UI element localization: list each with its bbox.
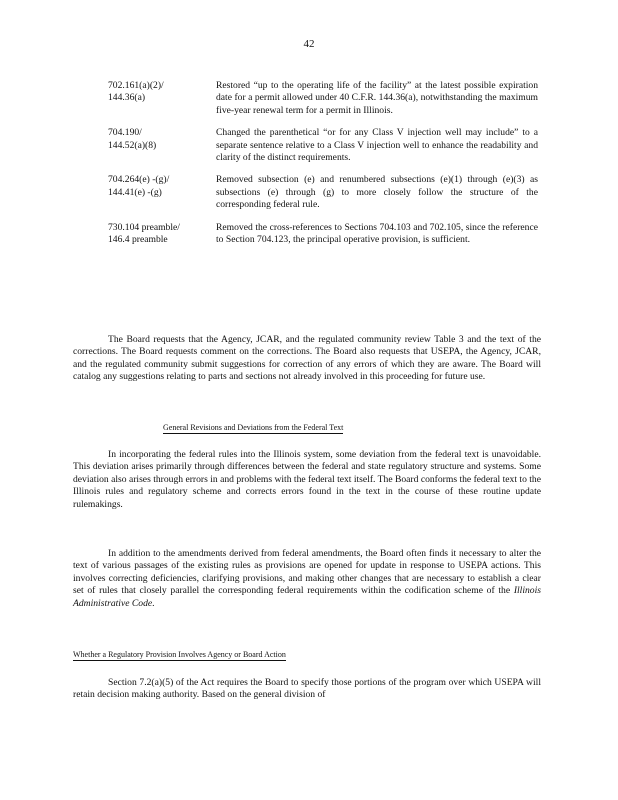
paragraph-end: . <box>152 597 155 609</box>
section-paragraph <box>73 677 541 702</box>
section-citation: 730.104 preamble/ 146.4 preamble <box>108 221 180 246</box>
review-request-paragraph <box>73 334 541 384</box>
paragraph-main-text: In addition to the amendments derived from federal amendments, the Board often finds it necessary to alter the text of various passages of the existing rules as provisions are opened for update in response to USEPA actions. This involves correcting deficiencies, clarifying provisions, and making other changes that are necessary to establish a clear set of rules that closely parallel the corresponding federal requirements within the codification scheme of the <box>73 548 541 597</box>
table-row <box>108 127 538 164</box>
section-citation: 702.161(a)(2)/ 144.36(a) <box>108 80 164 104</box>
paragraph-text: The Board requests that the Agency, JCAR, and the regulated community review Table 3 and the text of the corrections. The Board requests comment on the corrections. The Board also requests that USEPA, the Agency, JCAR, and the regulated community submit suggestions for correction of any errors of which they are aware. The Board will catalog any suggestions relating to parts and sections not already involved in this proceeding for future use. <box>73 334 541 383</box>
section-citation: 704.190/ 144.52(a)(8) <box>108 127 157 151</box>
paragraph-text <box>73 548 541 610</box>
table-row <box>108 80 538 117</box>
paragraph-text: Section 7.2(a)(5) of the Act requires the Board to specify those portions of the program over which USEPA will retain decision making authority. Based on the general division of <box>73 677 541 701</box>
correction-description: Removed subsection (e) and renumbered subsections (e)(1) through (e)(3) as subsections (e) through (g) to more closely follow the structure of the corresponding federal rule. <box>216 174 538 211</box>
addition-paragraph <box>73 548 541 610</box>
correction-description: Restored “up to the operating life of the facility” at the latest possible expiration date for a permit allowed under 40 C.F.R. 144.36(a), notwithstanding the maximum five-year renewal term for a permit in Illinois. <box>216 80 538 116</box>
table-row <box>108 174 538 211</box>
table-row <box>108 222 538 247</box>
incorporating-paragraph <box>73 449 541 511</box>
paragraph-text: In incorporating the federal rules into the Illinois system, some deviation from the federal text is unavoidable. This deviation arises primarily through differences between the federal and state regulatory structure and systems. Some deviation also arises through errors in and problems with the federal text itself. The Board conforms the federal text to the Illinois rules and regulatory scheme and corrects errors found in the text in the course of these routine update rulemakings. <box>73 449 541 510</box>
section-heading-general-revisions: General Revisions and Deviations from the Federal Text <box>163 423 344 432</box>
page-number: 42 <box>303 38 315 50</box>
correction-description: Removed the cross-references to Sections 704.103 and 702.105, since the reference to Section 704.123, the principal operative provision, is sufficient. <box>216 221 538 246</box>
code-title: Illinois Administrative Code <box>73 585 541 609</box>
section-heading-agency-board-action: Whether a Regulatory Provision Involves Agency or Board Action <box>73 650 286 659</box>
section-citation: 704.264(e) -(g)/ 144.41(e) -(g) <box>108 174 170 198</box>
corrections-table <box>108 80 538 256</box>
correction-description: Changed the parenthetical “or for any Class V injection well may include” to a separate sentence relative to a Class V injection well to enhance the readability and clarity of the distinct requirements. <box>216 127 538 164</box>
